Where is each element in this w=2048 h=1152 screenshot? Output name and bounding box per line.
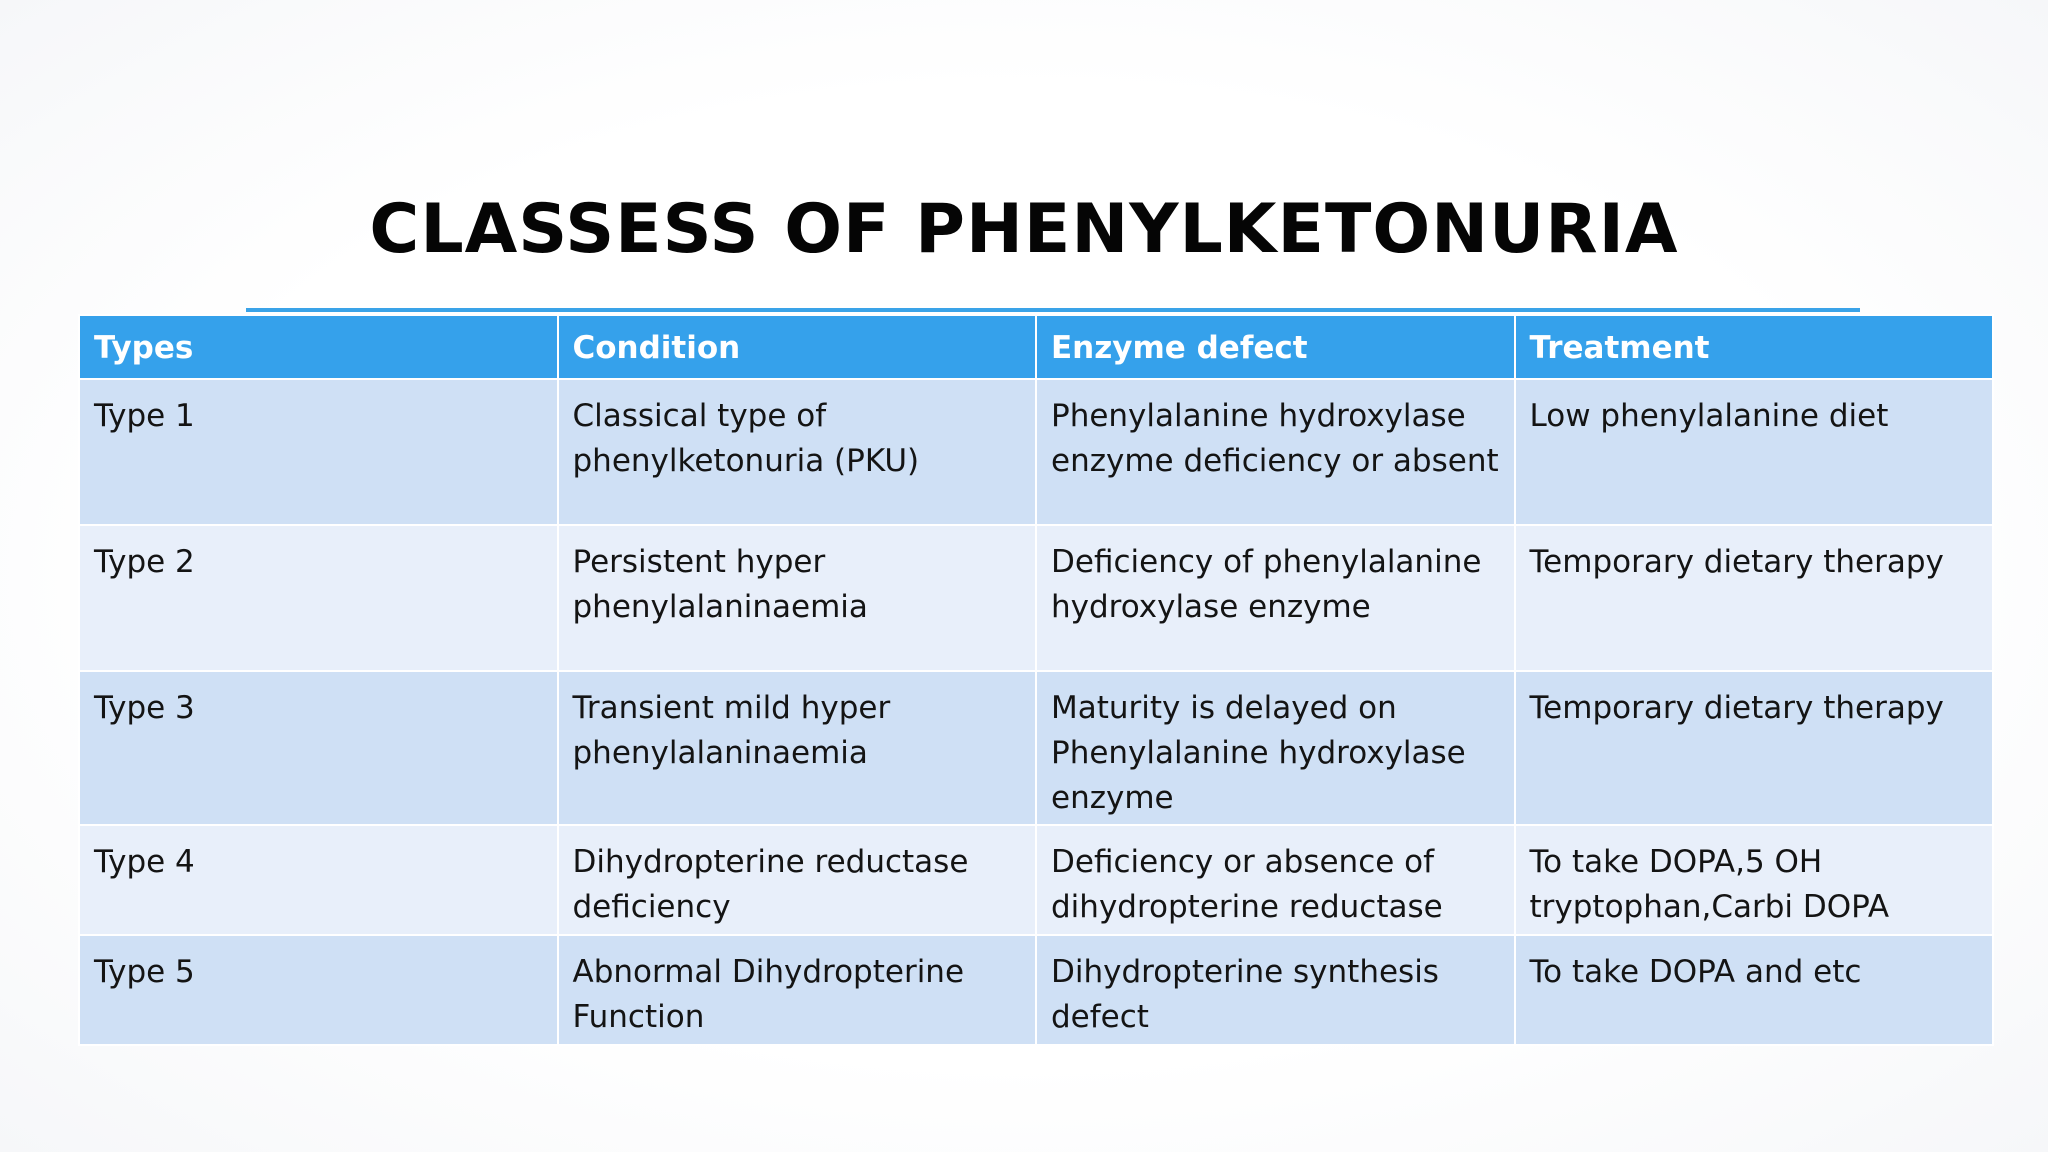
header-treatment: Treatment [1515,315,1994,379]
cell-enzyme-defect: Maturity is delayed on Phenylalanine hydroxylase enzyme [1036,671,1515,825]
cell-condition: Persistent hyper phenylalaninaemia [558,525,1037,671]
header-enzyme-defect: Enzyme defect [1036,315,1515,379]
cell-condition: Classical type of phenylketonuria (PKU) [558,379,1037,525]
cell-enzyme-defect: Deficiency or absence of dihydropterine reductase [1036,825,1515,935]
cell-condition: Transient mild hyper phenylalaninaemia [558,671,1037,825]
cell-treatment: To take DOPA and etc [1515,935,1994,1045]
table-row [79,935,1993,1045]
cell-type: Type 4 [79,825,558,935]
table-row [79,379,1993,525]
cell-enzyme-defect: Deficiency of phenylalanine hydroxylase enzyme [1036,525,1515,671]
cell-condition: Dihydropterine reductase deficiency [558,825,1037,935]
cell-condition: Abnormal Dihydropterine Function [558,935,1037,1045]
cell-type: Type 2 [79,525,558,671]
cell-type: Type 1 [79,379,558,525]
header-types: Types [79,315,558,379]
table-header-row [79,315,1993,379]
cell-type: Type 5 [79,935,558,1045]
cell-enzyme-defect: Phenylalanine hydroxylase enzyme deficiency or absent [1036,379,1515,525]
cell-treatment: Temporary dietary therapy [1515,671,1994,825]
cell-enzyme-defect: Dihydropterine synthesis defect [1036,935,1515,1045]
cell-treatment: To take DOPA,5 OH tryptophan,Carbi DOPA [1515,825,1994,935]
table-row [79,525,1993,671]
table-row [79,671,1993,825]
cell-type: Type 3 [79,671,558,825]
header-condition: Condition [558,315,1037,379]
table-row [79,825,1993,935]
cell-treatment: Low phenylalanine diet [1515,379,1994,525]
title-underline [246,308,1860,312]
slide-title: CLASSESS OF PHENYLKETONURIA [369,190,1679,269]
cell-treatment: Temporary dietary therapy [1515,525,1994,671]
pku-classes-table [78,314,1994,1046]
